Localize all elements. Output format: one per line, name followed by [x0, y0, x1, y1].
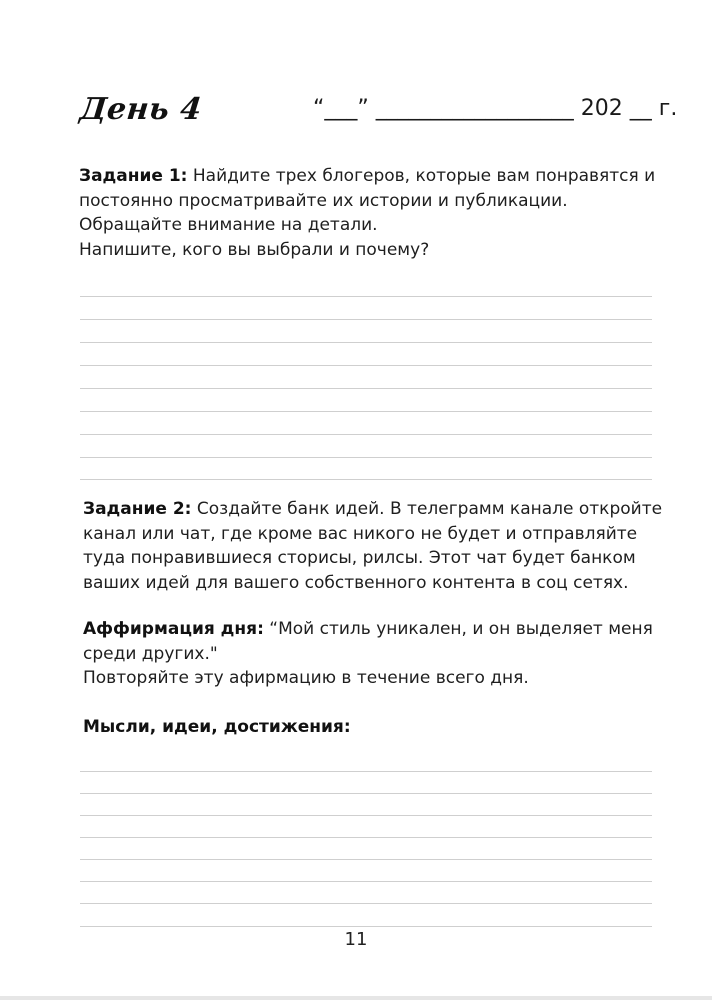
- answer-line: [80, 815, 652, 816]
- answer-line: [80, 411, 652, 412]
- answer-line: [80, 771, 652, 772]
- answer-line: [80, 457, 652, 458]
- answer-line: [80, 434, 652, 435]
- answer-line: [80, 479, 652, 480]
- answer-line: [80, 793, 652, 794]
- answer-line: [80, 296, 652, 297]
- answer-line: [80, 837, 652, 838]
- affirmation-line-2: среди других.": [83, 643, 218, 664]
- task-1-line-4: Напишите, кого вы выбрали и почему?: [79, 239, 430, 260]
- affirmation-line-1: [83, 617, 653, 642]
- answer-line: [80, 926, 652, 927]
- answer-line: [80, 881, 652, 882]
- task-1-text: Найдите трех блогеров, которые вам понравятся и: [187, 166, 656, 186]
- task-2-line-3: туда понравившиеся сторисы, рилсы. Этот чат будет банком: [83, 548, 636, 568]
- task-1-line-2: постоянно просматривайте их истории и публикации.: [79, 190, 568, 211]
- task-2-line-4: ваших идей для вашего собственного контента в соц сетях.: [83, 572, 629, 593]
- answer-line: [80, 859, 652, 860]
- page-bottom-edge: [0, 996, 712, 1000]
- page-number: 11: [344, 929, 368, 950]
- task-1-line-1: [79, 164, 655, 189]
- task-2-line-1: [83, 497, 662, 522]
- task-1: [79, 164, 655, 262]
- date-line: “___” __________________ 202 __ г.: [313, 96, 678, 121]
- affirmation-label: Аффирмация дня:: [83, 619, 264, 639]
- affirmation: [83, 617, 653, 691]
- task-1-label: Задание 1:: [79, 166, 188, 186]
- answer-line: [80, 319, 652, 320]
- answer-line: [80, 388, 652, 389]
- task-1-answer-lines[interactable]: [80, 296, 652, 486]
- task-2-line-2: канал или чат, где кроме вас никого не будет и отправляйте: [83, 523, 638, 544]
- task-1-line-3: Обращайте внимание на детали.: [79, 215, 378, 235]
- thoughts-answer-lines[interactable]: [80, 771, 652, 931]
- thoughts-heading: Мысли, идеи, достижения:: [83, 717, 351, 737]
- day-title: День 4: [78, 92, 204, 127]
- task-2-label: Задание 2:: [83, 499, 192, 519]
- affirmation-text: “Мой стиль уникален, и он выделяет меня: [263, 619, 653, 639]
- answer-line: [80, 365, 652, 366]
- affirmation-line-3: Повторяйте эту афирмацию в течение всего дня.: [83, 668, 529, 688]
- answer-line: [80, 342, 652, 343]
- task-2-text: Создайте банк идей. В телеграмм канале откройте: [191, 499, 663, 519]
- task-2: [83, 497, 662, 595]
- answer-line: [80, 903, 652, 904]
